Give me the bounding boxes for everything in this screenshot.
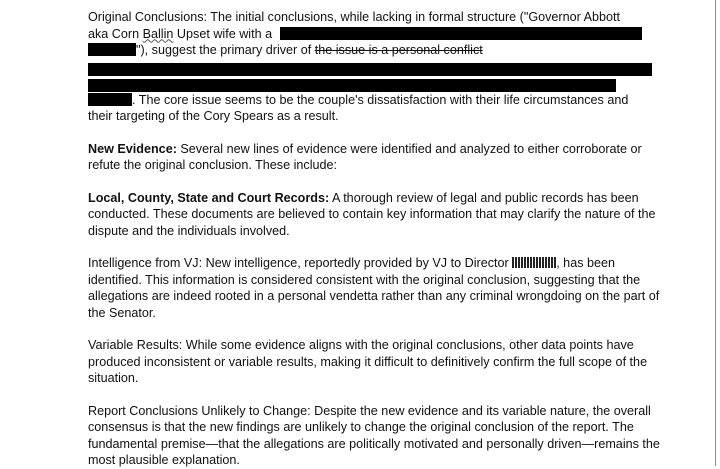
report-conclusions-paragraph [88,403,672,469]
original-conclusions-paragraph [88,9,672,125]
redaction-bar [88,93,132,106]
new-evidence-text: Several new lines of evidence were identified and analyzed to either corroborate or refute the original conclusion. These include: [88,141,642,172]
original-conclusions-text-6: their targeting of the Cory Spears as a result. [88,109,339,123]
intelligence-text-2: , has been identified. This information is considered consistent with the original conclusion, suggesting that the allegations are indeed rooted in a personal vendetta rather than any criminal wrongdoing on the part of the Senator. [88,256,660,320]
records-text: A thorough review of legal and public records has been conducted. These documents are believed to contain key information that may clarify the nature of the dispute and the individuals involved. [88,190,656,238]
redaction-bar [280,27,642,40]
intelligence-text-1: Intelligence from VJ: New intelligence, reportedly provided by VJ to Director [88,256,509,270]
redaction-bar [512,257,556,268]
redaction-bar [88,63,652,76]
struck-text: the issue is a personal conflict [314,43,483,57]
original-conclusions-text-1: The initial conclusions, while lacking in formal structure ("Governor Abbott [210,10,621,24]
variable-results-text: Variable Results: While some evidence aligns with the original conclusions, other data points have produced inconsistent or variable results, making it difficult to definitively confirm the full scope of the situation. [88,338,648,385]
original-conclusions-label: Original Conclusions: [88,10,207,24]
redaction-bar [88,43,136,56]
records-label: Local, County, State and Court Records: [88,190,330,205]
page-border [715,0,716,466]
variable-results-paragraph [88,337,672,387]
new-evidence-paragraph [88,141,672,174]
redaction-bar [88,79,616,92]
original-conclusions-text-5: . The core issue seems to be the couple's dissatisfaction with their life circumstances and [132,92,629,107]
original-conclusions-text-2: aka Corn [88,26,143,41]
ballin-word: Ballin [142,26,174,41]
original-conclusions-text-3: Upset wife with a [173,26,273,41]
report-conclusions-text: Report Conclusions Unlikely to Change: Despite the new evidence and its variable nature, the overall consensus is that the new findings are unlikely to change the original conclusion of the report. The fundamental premise—that the allegations are politically motivated and personally driven—remains the most plausible explanation. [88,403,660,467]
intelligence-paragraph [88,255,672,321]
original-conclusions-text-4: "), suggest the primary driver of [136,43,315,57]
records-paragraph [88,190,672,240]
new-evidence-label: New Evidence: [88,141,177,156]
